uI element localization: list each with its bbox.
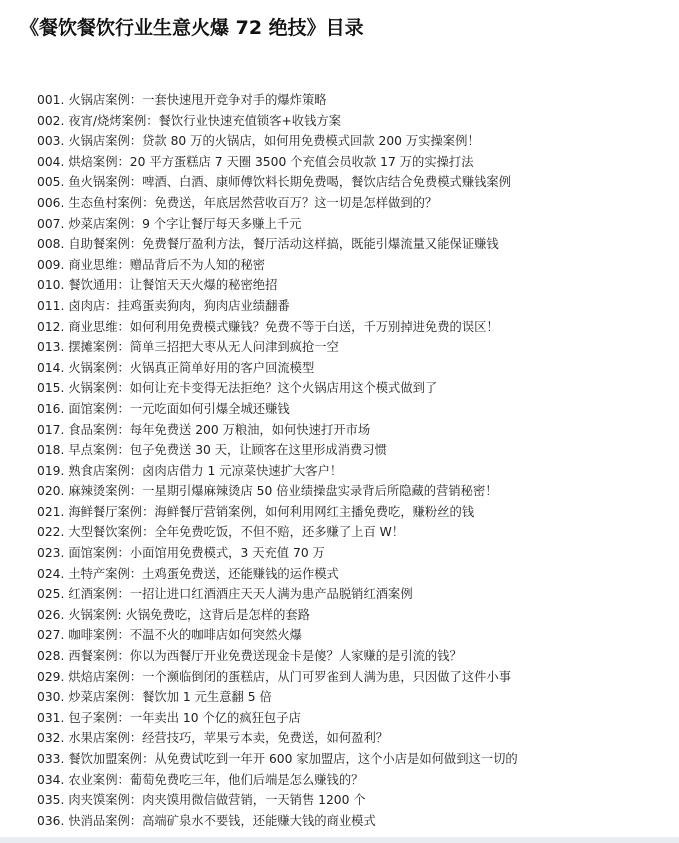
toc-entry-title: 西餐案例：你以为西餐厅开业免费送现金卡是傻？人家赚的是引流的钱？: [68, 649, 462, 664]
toc-entry: [37, 543, 518, 564]
toc-entry-title: 食品案例：每年免费送 200 万粮油，如何快速打开市场: [68, 422, 371, 437]
toc-entry-title: 生态鱼村案例：免费送，年底居然营收百万？这一切是怎样做到的？: [68, 195, 438, 210]
toc-entry-number: 003.: [37, 134, 65, 149]
toc-entry-title: 农业案例：葡萄免费吃三年，他们后端是怎么赚钱的？: [68, 772, 364, 787]
toc-entry-title: 夜宵/烧烤案例：餐饮行业快速充值锁客+收钱方案: [68, 113, 341, 128]
toc-entry: [37, 214, 518, 235]
toc-entry: [37, 481, 518, 502]
toc-entry-number: 036.: [37, 813, 65, 828]
toc-entry: [37, 687, 518, 708]
toc-entry-number: 020.: [37, 484, 65, 499]
toc-entry-title: 早点案例：包子免费送 30 天，让顾客在这里形成消费习惯: [68, 443, 387, 458]
toc-entry-number: 021.: [37, 504, 65, 519]
toc-entry: [37, 749, 518, 770]
toc-entry-number: 019.: [37, 463, 65, 478]
toc-entry-number: 024.: [37, 566, 65, 581]
toc-entry: [37, 255, 518, 276]
toc-entry-number: 031.: [37, 710, 65, 725]
toc-entry-title: 大型餐饮案例：全年免费吃饭，不但不赔，还多赚了上百 W！: [68, 525, 405, 540]
toc-entry: [37, 296, 518, 317]
toc-entry-title: 火锅店案例：贷款 80 万的火锅店，如何用免费模式回款 200 万实操案例！: [68, 134, 480, 149]
toc-entry: [37, 152, 518, 173]
toc-entry-number: 013.: [37, 340, 65, 355]
toc-entry: [37, 399, 518, 420]
toc-entry: [37, 358, 518, 379]
toc-entry: [37, 378, 518, 399]
toc-entry: [37, 111, 518, 132]
toc-entry: [37, 502, 518, 523]
toc-entry: [37, 667, 518, 688]
toc-entry-title: 火锅案例：火锅真正简单好用的客户回流模型: [68, 360, 315, 375]
toc-entry: [37, 770, 518, 791]
toc-entry: [37, 172, 518, 193]
table-of-contents: [37, 90, 518, 831]
toc-entry-title: 火锅店案例：一套快速甩开竞争对手的爆炸策略: [68, 93, 327, 107]
toc-entry-number: 007.: [37, 216, 65, 231]
toc-entry-title: 面馆案例：小面馆用免费模式，3 天充值 70 万: [68, 546, 325, 561]
toc-entry-title: 烘焙店案例：一个濒临倒闭的蛋糕店，从门可罗雀到人满为患，只因做了这件小事: [68, 669, 512, 684]
toc-entry-title: 摆摊案例：简单三招把大枣从无人问津到疯抢一空: [68, 340, 339, 355]
toc-entry-title: 鱼火锅案例：啤酒、白酒、康师傅饮料长期免费喝，餐饮店结合免费模式赚钱案例: [68, 175, 512, 190]
toc-entry-title: 烘焙案例：20 平方蛋糕店 7 天圈 3500 个充值会员收款 17 万的实操打法: [68, 154, 474, 169]
toc-entry: [37, 708, 518, 729]
toc-entry: [37, 605, 518, 626]
toc-entry: [37, 790, 518, 811]
toc-entry: [37, 317, 518, 338]
toc-entry: [37, 90, 518, 111]
toc-entry-title: 海鲜餐厅案例：海鲜餐厅营销案例，如何利用网红主播免费吃，赚粉丝的钱: [68, 504, 475, 519]
toc-entry-number: 009.: [37, 257, 65, 272]
toc-entry-number: 008.: [37, 237, 65, 252]
page-bottom-edge: [0, 837, 679, 843]
toc-entry-number: 017.: [37, 422, 65, 437]
toc-entry: [37, 728, 518, 749]
toc-entry-number: 026.: [37, 607, 65, 622]
toc-entry: [37, 275, 518, 296]
toc-entry-number: 025.: [37, 587, 65, 602]
toc-entry-number: 032.: [37, 731, 65, 746]
toc-entry-number: 016.: [37, 401, 65, 416]
toc-entry-title: 商业思维：如何利用免费模式赚钱？免费不等于白送，千万别掉进免费的误区！: [68, 319, 499, 334]
toc-entry-number: 010.: [37, 278, 65, 293]
toc-entry: [37, 625, 518, 646]
toc-entry-title: 餐饮通用：让餐馆天天火爆的秘密绝招: [68, 278, 278, 293]
toc-entry-number: 035.: [37, 793, 65, 808]
toc-entry: [37, 234, 518, 255]
toc-entry-title: 面馆案例：一元吃面如何引爆全城还赚钱: [68, 401, 290, 416]
toc-entry-number: 028.: [37, 649, 65, 664]
toc-entry-number: 018.: [37, 443, 65, 458]
toc-entry-number: 015.: [37, 381, 65, 396]
toc-entry-number: 029.: [37, 669, 65, 684]
toc-entry-number: 027.: [37, 628, 65, 643]
toc-entry: [37, 193, 518, 214]
toc-entry-title: 火锅案例: 火锅免费吃，这背后是怎样的套路: [68, 607, 311, 622]
toc-entry-title: 商业思维：赠品背后不为人知的秘密: [68, 257, 266, 272]
toc-entry: [37, 811, 518, 832]
toc-entry-number: 006.: [37, 195, 65, 210]
toc-entry-title: 土特产案例：土鸡蛋免费送，还能赚钱的运作模式: [68, 566, 339, 581]
toc-entry-number: 011.: [37, 298, 65, 313]
toc-entry-number: 001.: [37, 93, 65, 107]
toc-entry-number: 033.: [37, 752, 65, 766]
toc-entry-number: 023.: [37, 546, 65, 561]
toc-entry-number: 002.: [37, 113, 65, 128]
toc-entry-title: 快消品案例：高端矿泉水不要钱，还能赚大钱的商业模式: [68, 813, 376, 828]
toc-entry-title: 红酒案例：一招让进口红酒酒庄天天人满为患产品脱销红酒案例: [68, 587, 413, 602]
toc-entry-title: 水果店案例：经营技巧，苹果亏本卖，免费送，如何盈利？: [68, 731, 389, 746]
toc-entry-number: 014.: [37, 360, 65, 375]
toc-entry: [37, 337, 518, 358]
toc-entry: [37, 564, 518, 585]
toc-entry: [37, 420, 518, 441]
toc-entry-title: 卤肉店：挂鸡蛋卖狗肉，狗肉店业绩翻番: [68, 298, 290, 313]
toc-entry-title: 熟食店案例：卤肉店借力 1 元凉菜快速扩大客户！: [68, 463, 343, 478]
toc-entry-number: 012.: [37, 319, 65, 334]
toc-entry-title: 自助餐案例：免费餐厅盈利方法，餐厅活动这样搞，既能引爆流量又能保证赚钱: [68, 237, 499, 252]
toc-entry: [37, 646, 518, 667]
toc-entry: [37, 584, 518, 605]
toc-entry-number: 022.: [37, 525, 65, 540]
toc-entry-title: 麻辣烫案例：一星期引爆麻辣烫店 50 倍业绩操盘实录背后所隐藏的营销秘密！: [68, 484, 498, 499]
toc-entry: [37, 440, 518, 461]
toc-entry-number: 004.: [37, 154, 65, 169]
toc-entry: [37, 522, 518, 543]
toc-entry-title: 火锅案例：如何让充卡变得无法拒绝？这个火锅店用这个模式做到了: [68, 381, 438, 396]
toc-entry-number: 030.: [37, 690, 65, 705]
toc-entry-number: 034.: [37, 772, 65, 787]
toc-entry-title: 包子案例：一年卖出 10 个亿的疯狂包子店: [68, 710, 301, 725]
toc-entry-number: 005.: [37, 175, 65, 190]
document-title: 《餐饮餐饮行业生意火爆 72 绝技》目录: [20, 17, 364, 39]
toc-entry: [37, 131, 518, 152]
toc-entry-title: 肉夹馍案例：肉夹馍用微信做营销，一天销售 1200 个: [68, 793, 366, 808]
toc-entry-title: 炒菜店案例：餐饮加 1 元生意翻 5 倍: [68, 690, 272, 705]
toc-entry: [37, 461, 518, 482]
toc-entry-title: 咖啡案例：不温不火的咖啡店如何突然火爆: [68, 628, 302, 643]
toc-entry-title: 炒菜店案例：9 个字让餐厅每天多赚上千元: [68, 216, 302, 231]
toc-entry-title: 餐饮加盟案例：从免费试吃到一年开 600 家加盟店，这个小店是如何做到这一切的: [68, 752, 518, 766]
